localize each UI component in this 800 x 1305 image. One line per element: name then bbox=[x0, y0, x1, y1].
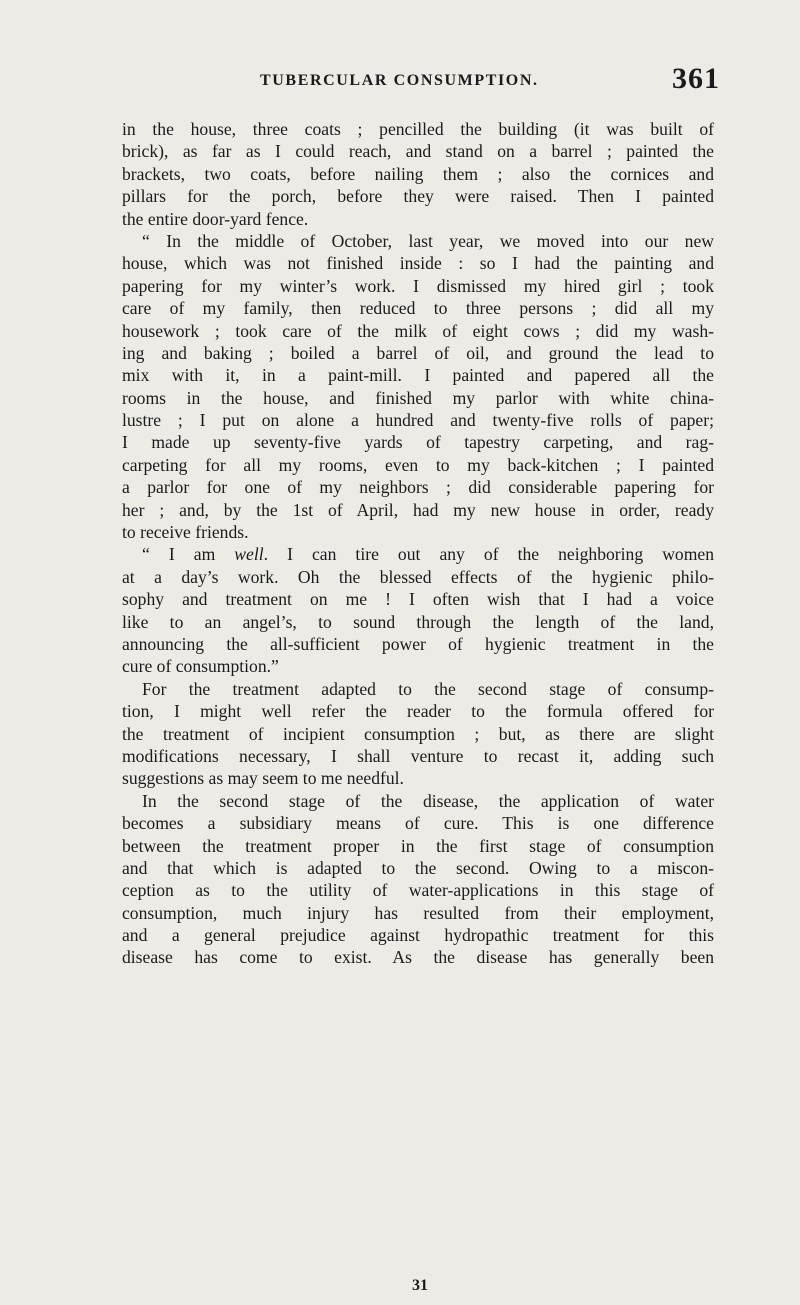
text-line: ing and baking ; boiled a barrel of oil, and ground the lead to bbox=[122, 342, 714, 363]
text-line: pillars for the porch, before they were raised. Then I painted bbox=[122, 186, 714, 207]
text-line: consumption, much injury has resulted from their employment, bbox=[122, 902, 714, 923]
text-line: In the second stage of the disease, the application of water bbox=[142, 790, 714, 811]
running-head-title: TUBERCULAR CONSUMPTION. bbox=[260, 72, 539, 89]
text-line: For the treatment adapted to the second stage of consump- bbox=[142, 678, 714, 699]
text-line: and that which is adapted to the second. Owing to a miscon- bbox=[122, 857, 714, 878]
text-line: “ I am well. I can tire out any of the neighboring women bbox=[142, 544, 714, 565]
text-line: the treatment of incipient consumption ; but, as there are slight bbox=[122, 723, 714, 744]
text-line: cure of consumption.” bbox=[122, 656, 279, 677]
text-line: I made up seventy-five yards of tapestry carpeting, and rag- bbox=[122, 432, 714, 453]
text-line: carpeting for all my rooms, even to my back-kitchen ; I painted bbox=[122, 454, 714, 475]
text-line: tion, I might well refer the reader to the formula offered for bbox=[122, 701, 714, 722]
text-line: between the treatment proper in the first stage of consumption bbox=[122, 835, 714, 856]
running-head bbox=[120, 56, 720, 96]
text-line: brick), as far as I could reach, and stand on a barrel ; painted the bbox=[122, 141, 714, 162]
text-line: house, which was not finished inside : so I had the painting and bbox=[122, 253, 714, 274]
text-line: ception as to the utility of water-applications in this stage of bbox=[122, 880, 714, 901]
body-text bbox=[122, 118, 714, 969]
text-line: brackets, two coats, before nailing them ; also the cornices and bbox=[122, 163, 714, 184]
text-line: to receive friends. bbox=[122, 522, 249, 543]
text-line: announcing the all-sufficient power of hygienic treatment in the bbox=[122, 633, 714, 654]
text-line: suggestions as may seem to me needful. bbox=[122, 768, 404, 789]
text-line: a parlor for one of my neighbors ; did considerable papering for bbox=[122, 477, 714, 498]
text-line: rooms in the house, and finished my parlor with white china- bbox=[122, 387, 714, 408]
signature-mark: 31 bbox=[412, 1277, 428, 1294]
text-line: papering for my winter’s work. I dismissed my hired girl ; took bbox=[122, 275, 714, 296]
text-line: disease has come to exist. As the disease has generally been bbox=[122, 947, 714, 968]
text-line: modifications necessary, I shall venture to recast it, adding such bbox=[122, 745, 714, 766]
text-line: like to an angel’s, to sound through the length of the land, bbox=[122, 611, 714, 632]
text-line: and a general prejudice against hydropathic treatment for this bbox=[122, 925, 714, 946]
page-number: 361 bbox=[672, 62, 720, 95]
text-line: becomes a subsidiary means of cure. This is one difference bbox=[122, 813, 714, 834]
text-line: mix with it, in a paint-mill. I painted and papered all the bbox=[122, 365, 714, 386]
text-line: sophy and treatment on me ! I often wish that I had a voice bbox=[122, 589, 714, 610]
text-line: care of my family, then reduced to three persons ; did all my bbox=[122, 298, 714, 319]
text-line: in the house, three coats ; pencilled the building (it was built of bbox=[122, 119, 714, 139]
text-line: housework ; took care of the milk of eight cows ; did my wash- bbox=[122, 320, 714, 341]
text-line: “ In the middle of October, last year, we moved into our new bbox=[142, 230, 714, 251]
text-line: the entire door-yard fence. bbox=[122, 208, 309, 229]
text-line: lustre ; I put on alone a hundred and twenty-five rolls of paper; bbox=[122, 410, 714, 431]
text-line: her ; and, by the 1st of April, had my new house in order, ready bbox=[122, 499, 714, 520]
text-line: at a day’s work. Oh the blessed effects of the hygienic philo- bbox=[122, 566, 714, 587]
